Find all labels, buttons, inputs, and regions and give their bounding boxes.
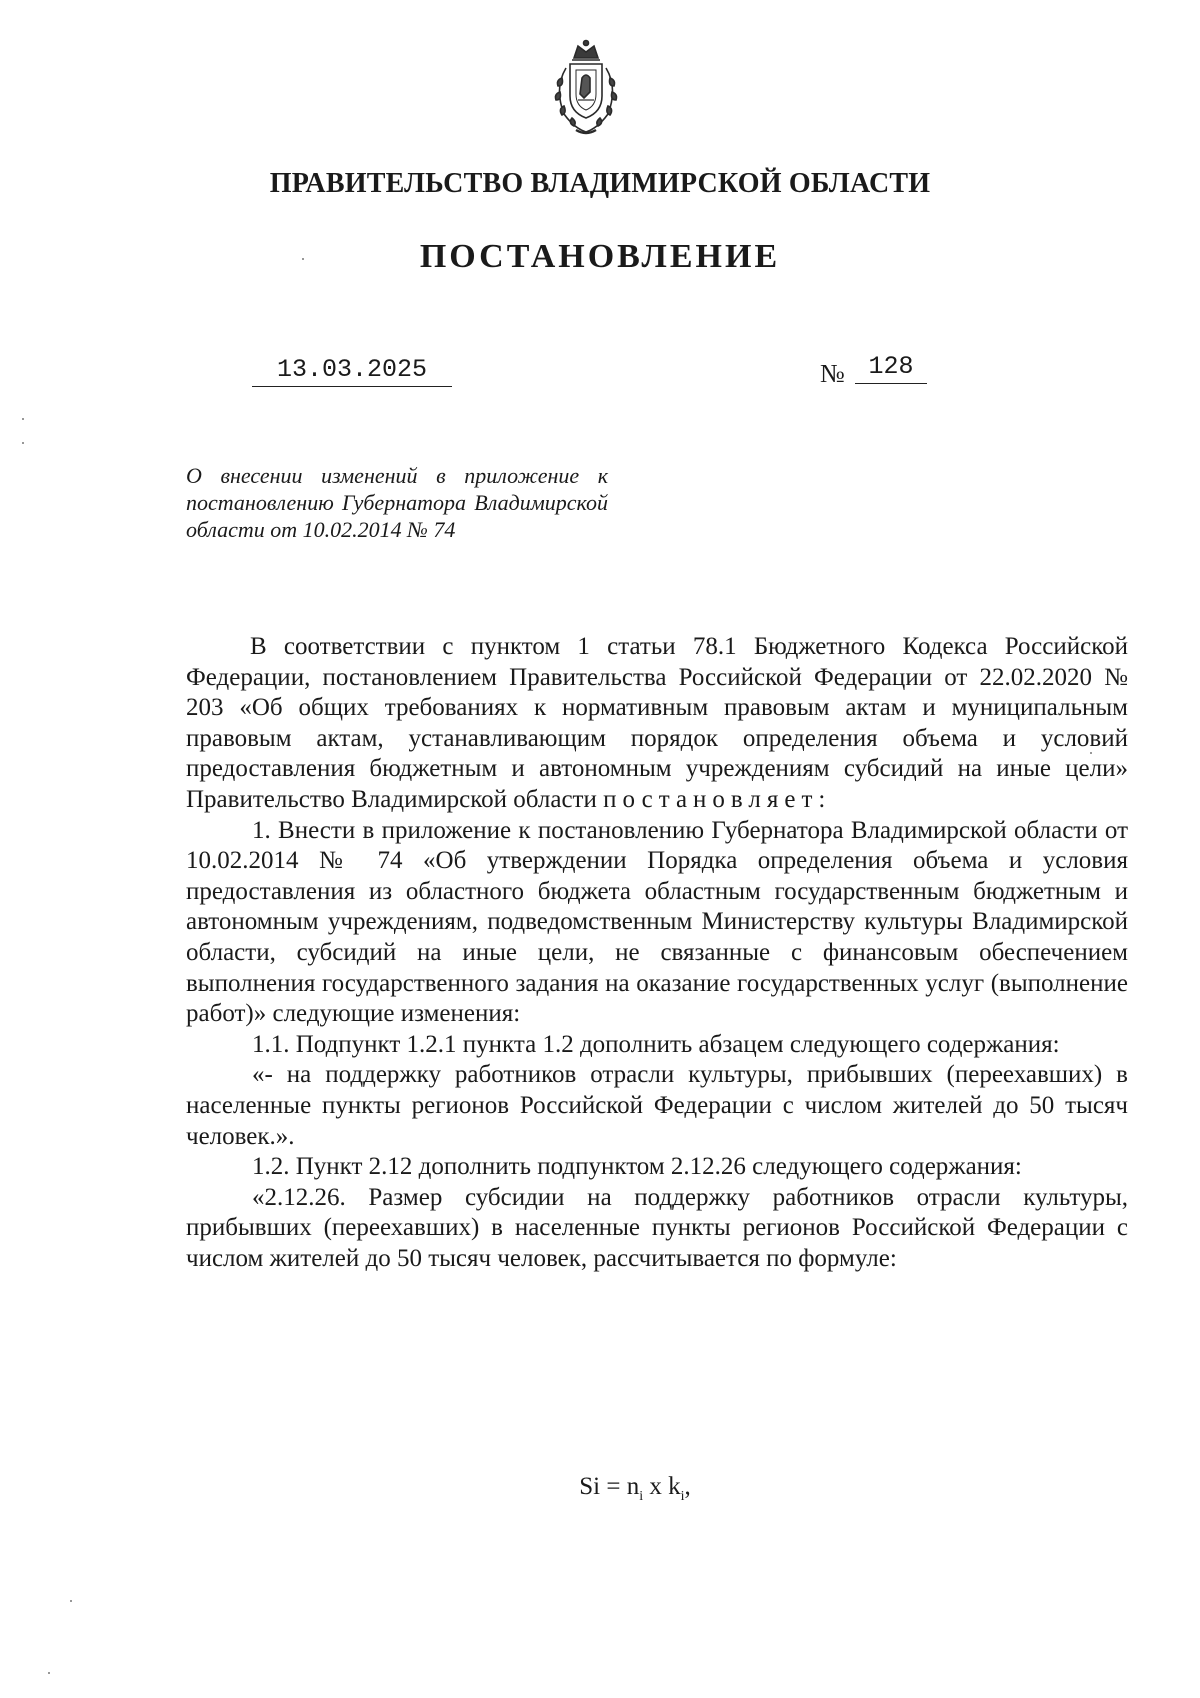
formula-end: ,: [684, 1473, 691, 1500]
scan-speck: [70, 1600, 72, 1602]
document-date: 13.03.2025: [252, 355, 452, 387]
formula-subscript-k: i: [680, 1489, 685, 1504]
document-type-title: ПОСТАНОВЛЕНИЕ: [419, 238, 781, 275]
number-label: №: [820, 359, 845, 388]
organization-title: ПРАВИТЕЛЬСТВО ВЛАДИМИРСКОЙ ОБЛАСТИ: [269, 168, 931, 199]
scan-speck: [48, 1672, 50, 1674]
document-number: 128: [855, 352, 927, 384]
subsidy-formula: [0, 1473, 1200, 1505]
decree-word: постановляет:: [603, 785, 832, 813]
scan-speck: [22, 442, 24, 444]
coat-of-arms-icon: [540, 38, 632, 138]
paragraph-1-2-quote: «2.12.26. Размер субсидии на поддержку работников отрасли культуры, прибывших (переехавших) в населенные пункты регионов Российской Федерации с числом жителей до 50 тысяч человек, рассчитывается по формуле:: [186, 1183, 1128, 1272]
formula-subscript-n: i: [639, 1489, 644, 1504]
paragraph-1-2: 1.2. Пункт 2.12 дополнить подпунктом 2.12.26 следующего содержания:: [252, 1153, 1022, 1181]
paragraph-1: 1. Внести в приложение к постановлению Губернатора Владимирской области от 10.02.2014 № 74 «Об утверждении Порядка определения объема и условия предоставления из областного бюджета областным государственным бюджетным и автономным учреждениям, подведомственным Министерству культуры Владимирской области, субсидий на иные цели, не связанные с финансовым обеспечением выполнения государственного задания на оказание государственных услуг (выполнение работ)» следующие изменения:: [186, 816, 1128, 1028]
scan-speck: [302, 258, 304, 260]
document-body: [186, 632, 1128, 1274]
document-subject: О внесении изменений в приложение к постановлению Губернатора Владимирской области от 10.02.2014 № 74: [186, 463, 608, 542]
scan-speck: [1090, 752, 1092, 754]
preamble-text: В соответствии с пунктом 1 статьи 78.1 Бюджетного Кодекса Российской Федерации, постановлением Правительства Российской Федерации от 22.02.2020 № 203 «Об общих требованиях к нормативным правовым актам и муниципальным правовым актам, устанавливающим порядок определения объема и условий предоставления бюджетным и автономным учреждениям субсидий на иные цели» Правительство Владимирской области: [186, 633, 1128, 813]
preamble-paragraph: [186, 632, 1128, 816]
paragraph-1-1-quote: «- на поддержку работников отрасли культуры, прибывших (переехавших) в населенные пункты регионов Российской Федерации с числом жителей до 50 тысяч человек.».: [186, 1061, 1128, 1150]
formula-lhs: Si = n: [579, 1473, 640, 1500]
formula-mid: x k: [643, 1473, 681, 1500]
paragraph-1-1: 1.1. Подпункт 1.2.1 пункта 1.2 дополнить абзацем следующего содержания:: [252, 1030, 1060, 1058]
scan-speck: [22, 418, 24, 420]
